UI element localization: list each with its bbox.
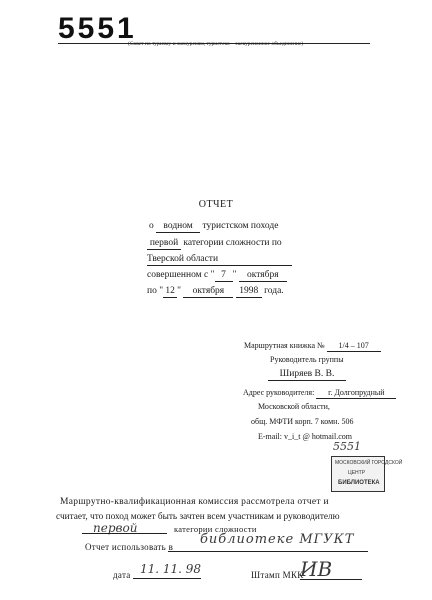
trip-type-value: водном <box>156 221 200 233</box>
start-date-prefix: совершенном с " <box>147 270 215 280</box>
category-value: первой <box>147 238 181 250</box>
address-line <box>243 387 396 399</box>
route-book-line <box>244 340 381 352</box>
handwritten-number: 5551 <box>333 440 361 453</box>
start-day: 7 <box>215 270 233 282</box>
report-line-1 <box>149 220 278 233</box>
start-date-mid: " <box>232 270 237 280</box>
report-line-1-prefix: о <box>149 221 154 231</box>
report-line-1-suffix: туристском походе <box>202 221 279 231</box>
stamp-line-1: МОСКОВСКИЙ ГОРОДСКОЙ <box>335 460 403 466</box>
report-line-3 <box>147 253 292 266</box>
library-stamp <box>331 456 403 492</box>
route-book-number: 1/4 – 107 <box>327 340 381 352</box>
email-value: v_i_t @ hotmail.com <box>284 432 353 441</box>
address-city: г. Долгопрудный <box>316 387 396 399</box>
address-label: Адрес руководителя: <box>243 388 315 397</box>
report-title: ОТЧЕТ <box>198 199 234 210</box>
region-value: Тверской области <box>147 254 292 266</box>
commission-line-1: Маршрутно-квалификационная комиссия рассмотрела отчет и <box>60 497 329 507</box>
stamp-line-3: БИБЛИОТЕКА <box>338 480 380 486</box>
route-book-label: Маршрутная книжка № <box>244 341 325 350</box>
handwritten-date: 11. 11. 98 <box>140 562 202 576</box>
category-label: категории сложности <box>174 524 257 534</box>
handwritten-usage: библиотеке МГУКТ <box>200 532 355 547</box>
report-line-4 <box>147 269 287 282</box>
leader-label: Руководитель группы <box>270 355 344 364</box>
end-day: 12 <box>163 286 177 298</box>
report-line-5 <box>147 285 284 298</box>
handwritten-category: первой <box>93 521 138 535</box>
address-region: Московской области, <box>258 402 330 411</box>
usage-blank <box>168 551 368 552</box>
start-month: октября <box>239 270 287 282</box>
leader-name-line <box>268 369 346 381</box>
stamp-line-2: ЦЕНТР <box>348 470 366 476</box>
end-date-mid: " <box>177 286 181 296</box>
usage-label: Отчет использовать в <box>85 542 174 552</box>
report-line-2 <box>147 237 282 250</box>
commission-line-2: считает, что поход может быть зачтен всем участникам и руководителю <box>56 512 340 522</box>
date-blank <box>133 578 201 579</box>
signature: ИВ <box>300 557 333 581</box>
end-month: октября <box>183 286 233 298</box>
end-date-suffix: года. <box>264 286 284 296</box>
report-line-2-suffix: категории сложности по <box>183 238 282 248</box>
signature-blank <box>300 579 362 580</box>
email-label: E-mail: <box>258 432 282 441</box>
end-date-prefix: по " <box>147 286 164 296</box>
category-blank <box>82 533 167 534</box>
date-label: дата <box>113 570 131 580</box>
end-year: 1998 <box>236 286 262 298</box>
header-caption: (Совет по туризму и экскурсиям, туристско – экскурсионное объединение) <box>128 41 304 47</box>
stamp-label: Штамп МКК <box>251 570 304 580</box>
logo-number: 5551 <box>58 12 137 45</box>
leader-name: Ширяев В. В. <box>268 369 346 381</box>
address-street: общ. МФТИ корп. 7 комн. 506 <box>251 417 354 426</box>
